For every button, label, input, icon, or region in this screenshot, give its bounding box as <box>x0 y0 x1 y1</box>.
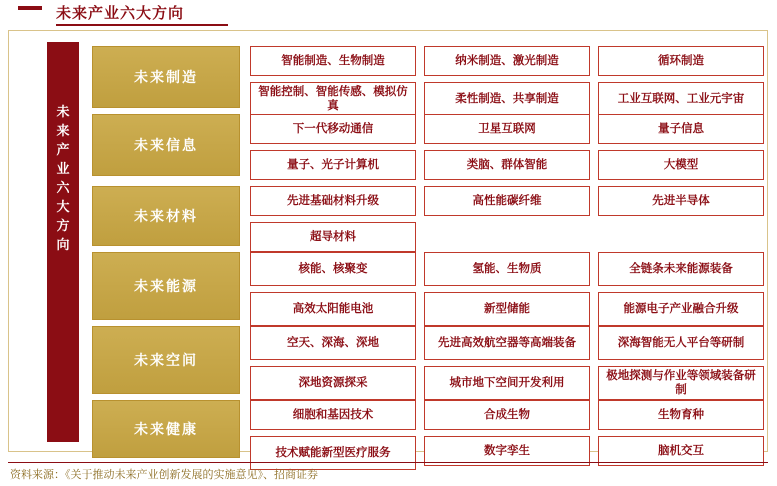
column <box>424 46 590 116</box>
column <box>424 400 590 470</box>
item-cell: 高性能碳纤维 <box>424 186 590 216</box>
item-cell: 高效太阳能电池 <box>250 292 416 326</box>
category-label: 未来制造 <box>92 46 240 108</box>
left-band-char: 方 <box>56 218 70 233</box>
item-cell: 深地资源探采 <box>250 366 416 400</box>
column <box>424 186 590 252</box>
row-columns <box>250 400 764 470</box>
footer-divider <box>8 462 768 463</box>
title-underline <box>56 24 228 26</box>
item-cell: 纳米制造、激光制造 <box>424 46 590 76</box>
column <box>250 400 416 470</box>
title-accent-bar <box>18 6 42 10</box>
item-cell: 类脑、群体智能 <box>424 150 590 180</box>
column <box>250 114 416 180</box>
column <box>250 252 416 326</box>
item-cell: 生物育种 <box>598 400 764 430</box>
column <box>598 186 764 252</box>
row-columns <box>250 46 764 116</box>
left-vertical-label <box>47 42 79 442</box>
left-band-char: 来 <box>56 123 70 138</box>
category-label: 未来能源 <box>92 252 240 320</box>
item-cell: 氢能、生物质 <box>424 252 590 286</box>
category-label: 未来信息 <box>92 114 240 176</box>
column <box>598 252 764 326</box>
column <box>250 186 416 252</box>
source-note: 资料来源：《关于推动未来产业创新发展的实施意见》、招商证券 <box>10 469 318 481</box>
item-cell: 数字孪生 <box>424 436 590 466</box>
row-columns <box>250 186 764 252</box>
column <box>598 46 764 116</box>
column <box>598 326 764 400</box>
column <box>424 252 590 326</box>
item-cell: 深海智能无人平台等研制 <box>598 326 764 360</box>
diagram-row <box>92 114 764 176</box>
item-cell: 下一代移动通信 <box>250 114 416 144</box>
item-cell: 核能、核聚变 <box>250 252 416 286</box>
item-cell: 先进基础材料升级 <box>250 186 416 216</box>
item-cell: 超导材料 <box>250 222 416 252</box>
category-label: 未来材料 <box>92 186 240 246</box>
diagram-row <box>92 400 764 462</box>
item-cell: 细胞和基因技术 <box>250 400 416 430</box>
diagram-row <box>92 186 764 246</box>
column <box>424 326 590 400</box>
item-cell: 柔性制造、共享制造 <box>424 82 590 116</box>
left-band-char: 产 <box>56 142 70 157</box>
item-cell: 脑机交互 <box>598 436 764 466</box>
item-cell: 技术赋能新型医疗服务 <box>250 436 416 470</box>
item-cell: 城市地下空间开发利用 <box>424 366 590 400</box>
diagram-row <box>92 252 764 320</box>
item-cell: 大模型 <box>598 150 764 180</box>
diagram-row <box>92 46 764 112</box>
left-band-char: 六 <box>56 180 70 195</box>
item-cell: 智能控制、智能传感、模拟仿真 <box>250 82 416 116</box>
item-cell: 全链条未来能源装备 <box>598 252 764 286</box>
row-columns <box>250 326 764 400</box>
left-band-char: 未 <box>56 104 70 119</box>
item-cell: 先进半导体 <box>598 186 764 216</box>
item-cell: 先进高效航空器等高端装备 <box>424 326 590 360</box>
item-cell: 合成生物 <box>424 400 590 430</box>
column <box>424 114 590 180</box>
column <box>250 326 416 400</box>
item-cell: 智能制造、生物制造 <box>250 46 416 76</box>
item-cell: 量子信息 <box>598 114 764 144</box>
diagram-row <box>92 326 764 394</box>
item-cell: 新型储能 <box>424 292 590 326</box>
page-title: 未来产业六大方向 <box>56 5 185 22</box>
column <box>598 400 764 470</box>
left-band-char: 大 <box>56 199 70 214</box>
item-cell: 卫星互联网 <box>424 114 590 144</box>
title-bar <box>0 0 777 30</box>
row-columns <box>250 252 764 326</box>
category-label: 未来空间 <box>92 326 240 394</box>
category-label: 未来健康 <box>92 400 240 458</box>
item-cell: 量子、光子计算机 <box>250 150 416 180</box>
column <box>250 46 416 116</box>
item-cell: 空天、深海、深地 <box>250 326 416 360</box>
row-columns <box>250 114 764 180</box>
item-cell: 能源电子产业融合升级 <box>598 292 764 326</box>
column <box>598 114 764 180</box>
left-band-char: 向 <box>56 237 70 252</box>
item-cell: 极地探测与作业等领域装备研制 <box>598 366 764 400</box>
left-band-char: 业 <box>56 161 70 176</box>
item-cell: 循环制造 <box>598 46 764 76</box>
item-cell: 工业互联网、工业元宇宙 <box>598 82 764 116</box>
